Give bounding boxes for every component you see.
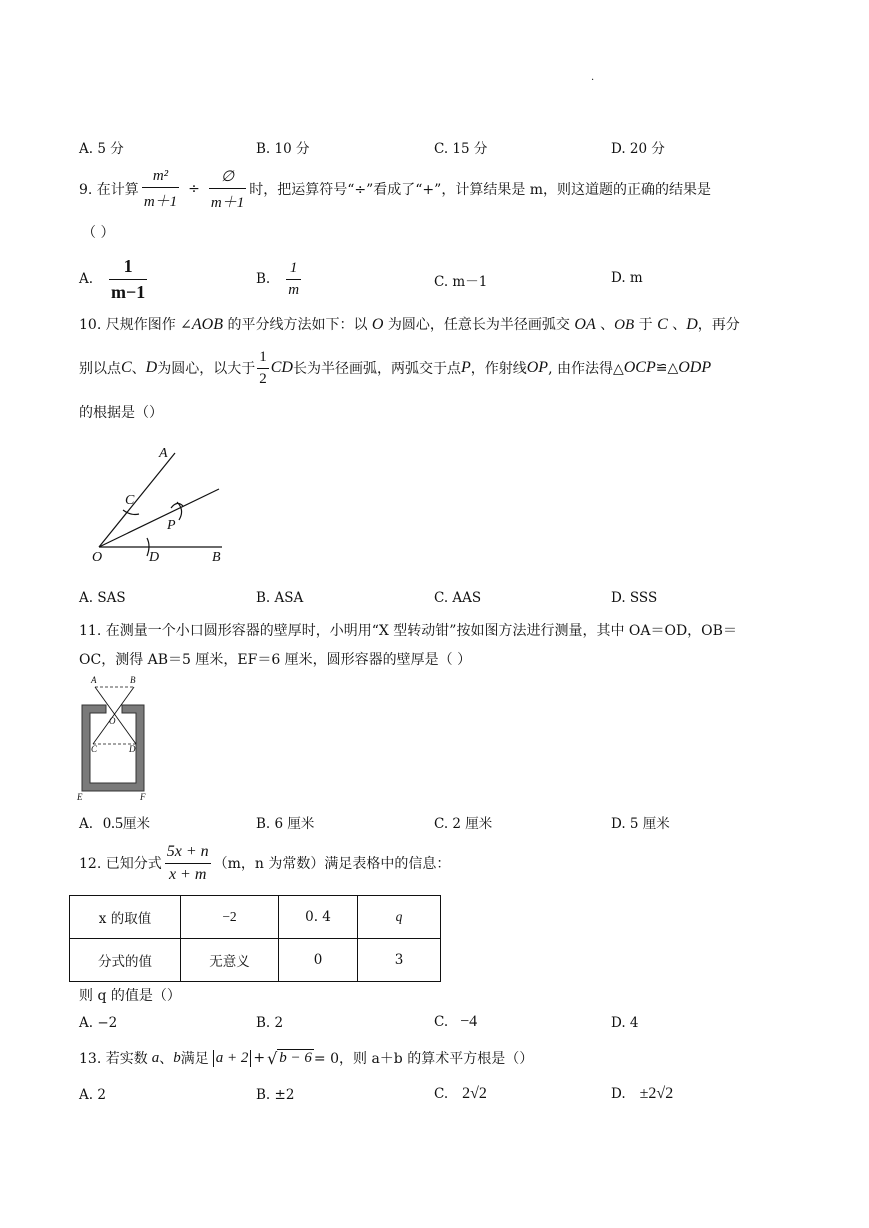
q11-line-1: 11. 在测量一个小口圆形容器的壁厚时，小明用“X 型转动钳”按如图方法进行测量，其中 OA＝OD，OB＝ xyxy=(79,623,737,639)
q10-option-b[interactable]: B. ASA xyxy=(256,590,304,606)
q8-option-c[interactable]: C. 15 分 xyxy=(434,141,488,157)
q11-option-b[interactable]: B. 6 厘米 xyxy=(256,816,315,832)
table-cell: q xyxy=(358,896,441,939)
q12-after-text: 则 q 的值是（） xyxy=(79,988,181,1004)
q9-option-b[interactable]: B. $\frac{1}{m}$ xyxy=(256,259,300,298)
table-cell: 无意义 xyxy=(181,939,279,982)
label-a: A xyxy=(159,446,168,461)
q10-angle-bisector-figure xyxy=(85,438,235,568)
q9-divide-sign: ÷ xyxy=(188,181,200,197)
q13-option-c[interactable]: C. 2√2 xyxy=(434,1085,487,1102)
ray-op xyxy=(99,489,219,547)
label-c: C xyxy=(91,744,98,754)
q9-option-a[interactable]: A. $\frac{1}{m-1}$ xyxy=(79,255,146,302)
table-cell: 0 xyxy=(279,939,358,982)
label-b: B xyxy=(212,550,221,565)
q9-fraction-2: $\frac{\emptyset}{m+1}$ xyxy=(210,168,245,211)
label-b: B xyxy=(130,675,136,685)
table-row xyxy=(70,939,441,982)
q8-option-d[interactable]: D. 20 分 xyxy=(611,141,665,157)
table-cell: 3 xyxy=(358,939,441,982)
q10-option-d[interactable]: D. SSS xyxy=(611,590,658,606)
q13-option-b[interactable]: B. ±2 xyxy=(256,1087,295,1103)
q10-option-c[interactable]: C. AAS xyxy=(434,590,482,606)
q11-option-d[interactable]: D. 5 厘米 xyxy=(611,816,670,832)
ray-oa xyxy=(99,453,175,547)
q11-caliper-figure xyxy=(76,674,156,802)
q10-line-2: 别以点 C 、 D 为圆心，以大于 $\frac{1}{2}$ CD 长为半径画弧，两弧交于点 P ，作射线 OP , 由作法得△ OCP ≌△ ODP xyxy=(79,348,712,387)
q11-option-a[interactable]: A. 0.5厘米 xyxy=(79,815,151,832)
q12-fraction: $\frac{5x + n}{x + m}$ xyxy=(166,842,209,883)
q11-line-2: OC，测得 AB＝5 厘米，EF＝6 厘米，圆形容器的壁厚是（ ） xyxy=(79,652,472,668)
q9-option-c[interactable]: C. m－1 xyxy=(434,274,488,290)
label-o: O xyxy=(109,716,116,726)
q13-option-d[interactable]: D. ±2√2 xyxy=(611,1085,674,1102)
q10-option-a[interactable]: A. SAS xyxy=(79,590,126,606)
q12-suffix: （m，n 为常数）满足表格中的信息： xyxy=(213,856,451,872)
q12-option-a[interactable]: A. −2 xyxy=(79,1015,118,1031)
label-p: P xyxy=(167,518,176,533)
q9-option-d[interactable]: D. m xyxy=(611,270,643,286)
q13-absolute-value: a + 2 xyxy=(213,1050,252,1067)
header-dot: . xyxy=(591,72,595,83)
table-cell: x 的取值 xyxy=(70,896,181,939)
q8-option-b[interactable]: B. 10 分 xyxy=(256,141,310,157)
table-row xyxy=(70,896,441,939)
q8-option-a[interactable]: A. 5 分 xyxy=(79,141,124,157)
label-d: D xyxy=(149,550,160,565)
q12-option-c[interactable]: C. −4 xyxy=(434,1013,478,1030)
table-cell: 0. 4 xyxy=(279,896,358,939)
q13-option-a[interactable]: A. 2 xyxy=(79,1087,106,1103)
table-cell: −2 xyxy=(181,896,279,939)
q10-line-1: 10. 尺规作图作 ∠AOB 的平分线方法如下：以 O 为圆心，任意长为半径画弧交 OA 、OB 于 C 、D，再分 xyxy=(79,316,740,333)
q10-line-3: 的根据是（） xyxy=(79,405,163,421)
q12-option-b[interactable]: B. 2 xyxy=(256,1015,284,1031)
q13-sqrt: b − 6 xyxy=(279,1050,312,1066)
q9-prefix: 9. 在计算 xyxy=(79,182,139,198)
label-d: D xyxy=(129,744,136,754)
q12-option-d[interactable]: D. 4 xyxy=(611,1015,639,1031)
q9-answer-paren: （ ） xyxy=(82,225,115,241)
q12-prefix: 12. 已知分式 xyxy=(79,856,162,872)
q10-half-fraction: $\frac{1}{2}$ xyxy=(259,348,267,387)
label-e: E xyxy=(77,792,83,802)
label-c: C xyxy=(125,493,135,508)
q9-suffix: 时，把运算符号“÷”看成了“+”，计算结果是 m，则这道题的正确的结果是 xyxy=(249,182,712,198)
q11-option-c[interactable]: C. 2 厘米 xyxy=(434,816,493,832)
label-f: F xyxy=(140,792,146,802)
table-cell: 分式的值 xyxy=(70,939,181,982)
q9-fraction-1: $\frac{\text{m²}}{m+1}$ xyxy=(143,167,178,210)
label-o: O xyxy=(92,550,103,565)
q13-stem: 13. 若实数 a 、 b 满足 a + 2 + √ b − 6 = 0，则 a＋b 的算术平方根是（） xyxy=(79,1048,534,1068)
label-a: A xyxy=(91,675,97,685)
q12-value-table xyxy=(69,895,441,982)
